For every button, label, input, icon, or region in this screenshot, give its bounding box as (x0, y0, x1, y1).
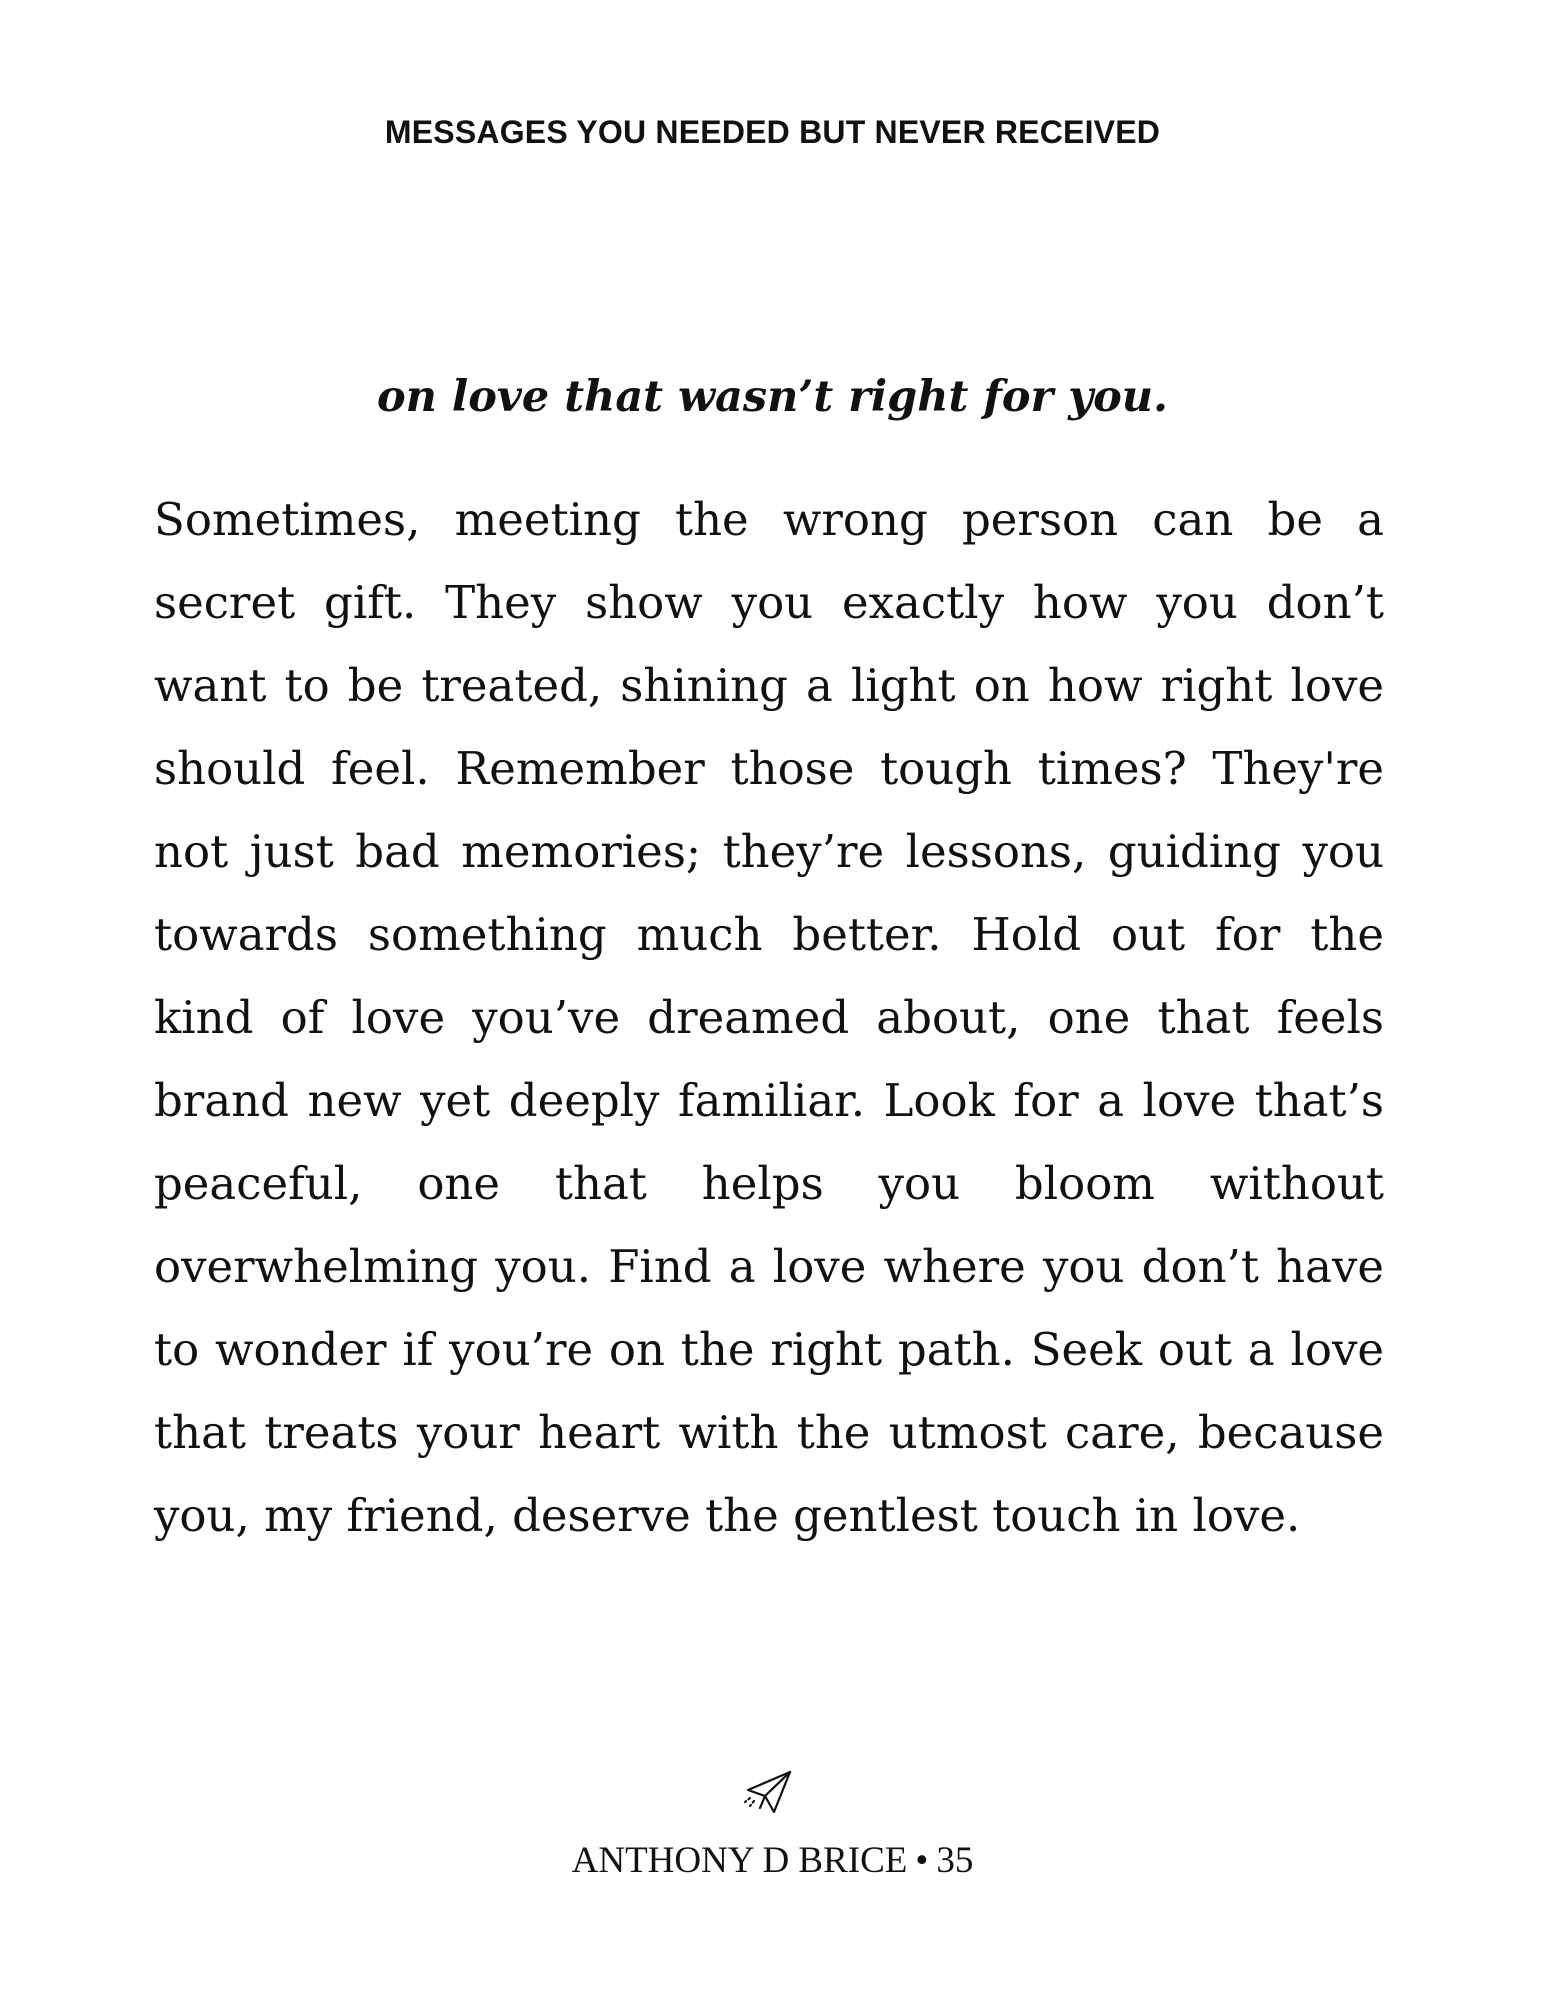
section-title: on love that wasn’t right for you. (376, 372, 1169, 422)
page-number: 35 (936, 1840, 974, 1881)
page-footer (0, 1838, 1545, 1884)
body-paragraph: Sometimes, meeting the wrong person can be a secret gift. They show you exactly how you don’t want to be treated, shining a light on how right love should feel. Remember those tough times? They're not just bad memories; they’re lessons, guiding you towards something much better. Hold out for the kind of love you’ve dreamed about, one that feels brand new yet deeply familiar. Look for a love that’s peaceful, one that helps you bloom without overwhelming you. Find a love where you don’t have to wonder if you’re on the right path. Seek out a love that treats your heart with the utmost care, because you, my friend, deserve the gentlest touch in love. (154, 493, 1384, 1542)
paper-plane-icon (740, 1768, 796, 1818)
author-name: ANTHONY D BRICE (571, 1840, 908, 1881)
running-head: MESSAGES YOU NEEDED BUT NEVER RECEIVED (384, 114, 1161, 150)
footer-separator: • (915, 1840, 929, 1881)
